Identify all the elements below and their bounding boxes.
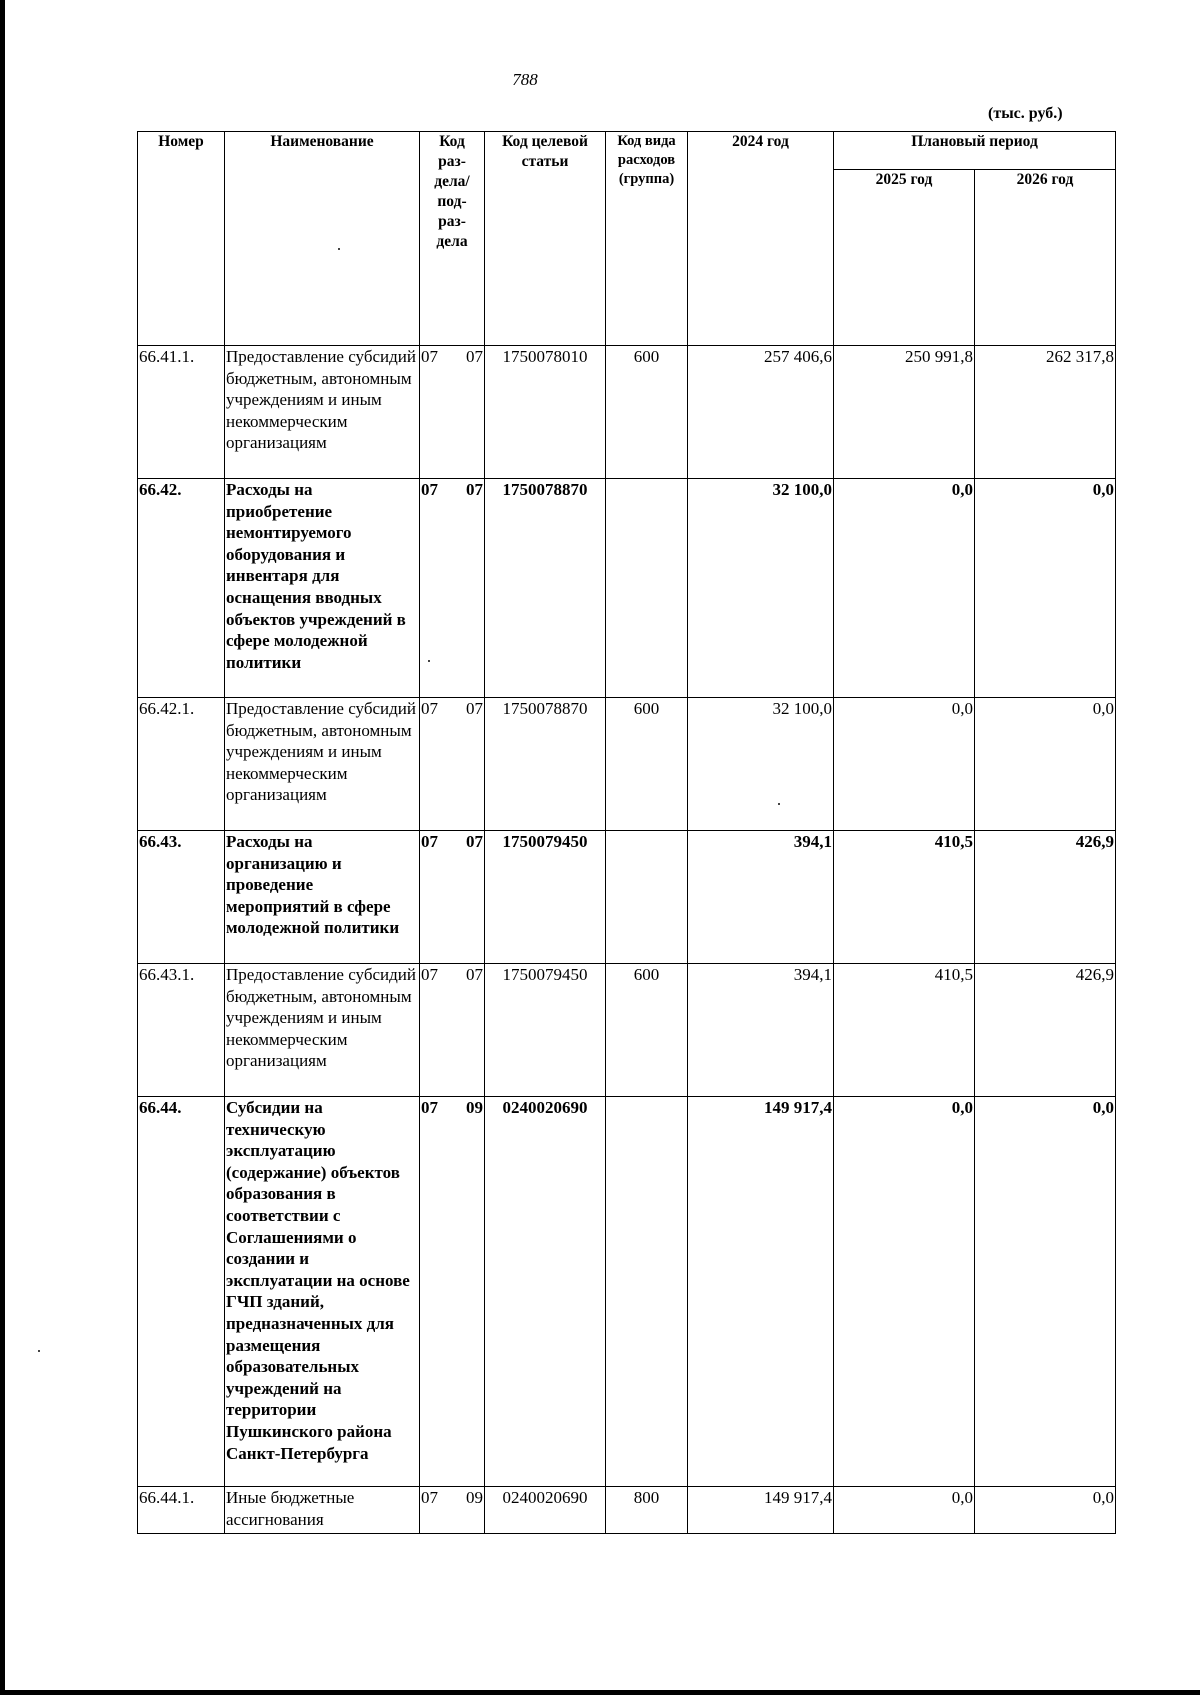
row-name: Субсидии на техническую эксплуатацию (содержание) объектов образования в соответствии с Соглашениями о создании и эксплуатации на основе ГЧП зданий, предназначенных для размещения образовательных учреждений на территории Пушкинского района Санкт-Петербурга [225, 1097, 420, 1487]
header-target-code: Код целевой статьи [485, 132, 606, 346]
row-name: Предоставление субсидий бюджетным, автономным учреждениям и иным некоммерческим организациям [225, 346, 420, 479]
section-code: 07 [421, 1488, 438, 1507]
header-year-2026: 2026 год [975, 170, 1116, 346]
row-name: Иные бюджетные ассигнования [225, 1487, 420, 1534]
row-target-code: 0240020690 [485, 1097, 606, 1487]
table-body [138, 346, 1116, 1534]
row-number: 66.42. [138, 479, 225, 698]
row-name: Предоставление субсидий бюджетным, автономным учреждениям и иным некоммерческим организациям [225, 964, 420, 1097]
row-amount-2026: 426,9 [975, 831, 1116, 964]
table-row [138, 1097, 1116, 1487]
row-amount-2025: 0,0 [834, 1097, 975, 1487]
header-section-code: Код раз-дела/ под-раз-дела [420, 132, 485, 346]
row-expense-type: 600 [606, 964, 688, 1097]
table-row [138, 1487, 1116, 1534]
row-number: 66.43. [138, 831, 225, 964]
row-number: 66.43.1. [138, 964, 225, 1097]
row-amount-2026: 0,0 [975, 698, 1116, 831]
row-name: Расходы на организацию и проведение мероприятий в сфере молодежной политики [225, 831, 420, 964]
section-code: 07 [421, 965, 438, 984]
row-amount-2025: 410,5 [834, 831, 975, 964]
header-name: Наименование [225, 132, 420, 346]
row-target-code: 1750078870 [485, 698, 606, 831]
table-row [138, 698, 1116, 831]
row-expense-type [606, 831, 688, 964]
row-expense-type [606, 1097, 688, 1487]
row-name: Расходы на приобретение немонтируемого оборудования и инвентаря для оснащения вводных объектов учреждений в сфере молодежной политики [225, 479, 420, 698]
row-name: Предоставление субсидий бюджетным, автономным учреждениям и иным некоммерческим организациям [225, 698, 420, 831]
row-amount-2024: 32 100,0 [688, 698, 834, 831]
table-row [138, 346, 1116, 479]
table-header [138, 132, 1116, 346]
subsection-code: 07 [466, 480, 483, 499]
scan-edge-bottom [0, 1690, 1200, 1695]
row-amount-2024: 149 917,4 [688, 1097, 834, 1487]
subsection-code: 07 [466, 699, 483, 718]
table-row [138, 831, 1116, 964]
row-section-code [420, 346, 485, 479]
unit-note: (тыс. руб.) [988, 105, 1063, 122]
row-amount-2026: 0,0 [975, 1097, 1116, 1487]
row-expense-type [606, 479, 688, 698]
row-amount-2025: 0,0 [834, 479, 975, 698]
section-code: 07 [421, 347, 438, 366]
header-planned-period: Плановый период [834, 132, 1116, 170]
subsection-code: 09 [466, 1098, 483, 1117]
row-amount-2026: 0,0 [975, 1487, 1116, 1534]
row-amount-2025: 0,0 [834, 1487, 975, 1534]
row-target-code: 0240020690 [485, 1487, 606, 1534]
scan-speck [778, 803, 780, 805]
row-amount-2024: 394,1 [688, 964, 834, 1097]
budget-table [137, 131, 1116, 1534]
scan-speck [428, 660, 430, 662]
row-section-code [420, 964, 485, 1097]
row-section-code [420, 698, 485, 831]
row-amount-2025: 250 991,8 [834, 346, 975, 479]
row-expense-type: 800 [606, 1487, 688, 1534]
scan-speck [38, 1350, 40, 1352]
table-row [138, 964, 1116, 1097]
row-number: 66.44.1. [138, 1487, 225, 1534]
row-amount-2024: 149 917,4 [688, 1487, 834, 1534]
row-number: 66.42.1. [138, 698, 225, 831]
header-number: Номер [138, 132, 225, 346]
row-expense-type: 600 [606, 698, 688, 831]
row-amount-2026: 262 317,8 [975, 346, 1116, 479]
table-row [138, 479, 1116, 698]
row-amount-2025: 410,5 [834, 964, 975, 1097]
subsection-code: 09 [466, 1488, 483, 1507]
row-target-code: 1750079450 [485, 831, 606, 964]
row-amount-2024: 394,1 [688, 831, 834, 964]
scan-edge-left [0, 0, 5, 1695]
section-code: 07 [421, 699, 438, 718]
row-section-code [420, 831, 485, 964]
subsection-code: 07 [466, 347, 483, 366]
row-target-code: 1750079450 [485, 964, 606, 1097]
section-code: 07 [421, 1098, 438, 1117]
row-expense-type: 600 [606, 346, 688, 479]
row-amount-2024: 32 100,0 [688, 479, 834, 698]
header-year-2024: 2024 год [688, 132, 834, 346]
row-target-code: 1750078010 [485, 346, 606, 479]
row-number: 66.41.1. [138, 346, 225, 479]
row-amount-2026: 0,0 [975, 479, 1116, 698]
row-section-code [420, 1487, 485, 1534]
subsection-code: 07 [466, 832, 483, 851]
row-section-code [420, 1097, 485, 1487]
subsection-code: 07 [466, 965, 483, 984]
header-year-2025: 2025 год [834, 170, 975, 346]
page-number: 788 [512, 70, 538, 89]
row-amount-2026: 426,9 [975, 964, 1116, 1097]
row-number: 66.44. [138, 1097, 225, 1487]
row-target-code: 1750078870 [485, 479, 606, 698]
row-amount-2025: 0,0 [834, 698, 975, 831]
row-amount-2024: 257 406,6 [688, 346, 834, 479]
section-code: 07 [421, 480, 438, 499]
header-expense-type-code: Код вида расходов (группа) [606, 132, 688, 346]
scan-speck [338, 248, 340, 250]
section-code: 07 [421, 832, 438, 851]
row-section-code [420, 479, 485, 698]
